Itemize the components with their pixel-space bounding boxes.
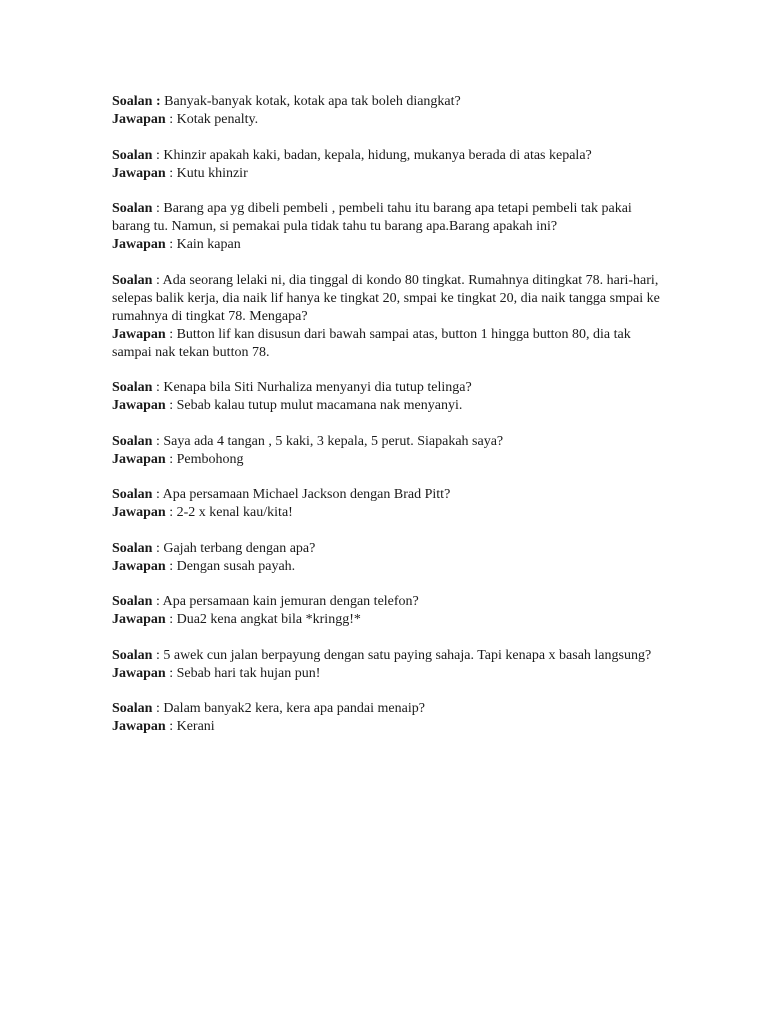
question-separator: :: [152, 272, 163, 288]
qa-item: [112, 93, 672, 129]
answer-separator: :: [165, 665, 177, 681]
answer-line: [112, 397, 672, 415]
answer-line: [112, 665, 672, 683]
answer-label: Jawapan: [112, 165, 166, 181]
question-text: Apa persamaan kain jemuran dengan telefon?: [162, 594, 419, 609]
question-text: Kenapa bila Siti Nurhaliza menyanyi dia tutup telinga?: [163, 380, 472, 395]
answer-label: Jawapan: [112, 505, 166, 520]
question-separator: :: [152, 594, 163, 609]
answer-text: Button lif kan disusun dari bawah sampai atas, button 1 hingga button 80, dia tak sampai nak tekan button 78.: [112, 326, 631, 360]
answer-line: [112, 504, 672, 522]
question-separator: :: [152, 201, 164, 216]
question-label: Soalan: [112, 380, 153, 395]
question-label: Soalan: [112, 594, 153, 609]
answer-line: [112, 451, 672, 469]
question-label: Soalan: [112, 487, 153, 502]
answer-line: [112, 326, 672, 362]
answer-label: Jawapan: [112, 398, 166, 413]
question-separator: :: [152, 147, 164, 163]
question-line: [112, 147, 672, 165]
answer-text: Sebab kalau tutup mulut macamana nak menyanyi.: [176, 398, 463, 413]
answer-separator: :: [165, 237, 177, 252]
answer-line: [112, 165, 672, 183]
qa-item: [112, 272, 672, 362]
question-line: [112, 433, 672, 451]
question-text: Dalam banyak2 kera, kera apa pandai menaip?: [163, 701, 425, 716]
answer-text: Dua2 kena angkat bila *kringg!*: [176, 612, 361, 627]
question-line: [112, 700, 672, 718]
answer-separator: :: [165, 326, 177, 342]
qa-item: [112, 700, 672, 736]
question-separator: :: [152, 540, 164, 556]
question-separator: :: [152, 380, 164, 395]
question-line: [112, 647, 672, 665]
question-text: 5 awek cun jalan berpayung dengan satu paying sahaja. Tapi kenapa x basah langsung?: [163, 647, 652, 663]
answer-label: Jawapan: [112, 237, 166, 252]
qa-item: [112, 379, 672, 415]
question-line: [112, 540, 672, 558]
question-separator: :: [152, 647, 164, 663]
qa-item: [112, 486, 672, 522]
question-text: Barang apa yg dibeli pembeli , pembeli tahu itu barang apa tetapi pembeli tak pakai barang tu. Namun, si pemakai pula tidak tahu tu barang apa.Barang apakah ini?: [112, 201, 632, 234]
answer-label: Jawapan: [112, 719, 166, 734]
question-line: [112, 272, 672, 326]
answer-separator: :: [165, 612, 177, 627]
answer-separator: :: [165, 112, 177, 127]
answer-text: Dengan susah payah.: [176, 558, 296, 574]
question-text: Ada seorang lelaki ni, dia tinggal di kondo 80 tingkat. Rumahnya ditingkat 78. hari-hari, selepas balik kerja, dia naik lif hanya ke tingkat 20, smpai ke tingkat 20, dia naik tangga smpai ke rumahnya di tingkat 78. Mengapa?: [112, 272, 660, 324]
answer-label: Jawapan: [112, 112, 166, 127]
question-label: Soalan: [112, 540, 153, 556]
question-label: Soalan: [112, 201, 153, 216]
document-page: [112, 93, 672, 754]
question-label: Soalan :: [112, 94, 161, 109]
question-text: Gajah terbang dengan apa?: [163, 540, 316, 556]
answer-separator: :: [165, 451, 177, 467]
question-separator: :: [152, 701, 164, 716]
answer-text: Kotak penalty.: [176, 112, 259, 127]
answer-line: [112, 236, 672, 254]
question-line: [112, 200, 672, 236]
question-separator: :: [152, 433, 164, 449]
qa-item: [112, 540, 672, 576]
question-label: Soalan: [112, 147, 153, 163]
answer-label: Jawapan: [112, 665, 166, 681]
question-text: Khinzir apakah kaki, badan, kepala, hidung, mukanya berada di atas kepala?: [163, 147, 592, 163]
question-label: Soalan: [112, 272, 153, 288]
question-text: Saya ada 4 tangan , 5 kaki, 3 kepala, 5 perut. Siapakah saya?: [163, 433, 504, 449]
answer-label: Jawapan: [112, 558, 166, 574]
answer-label: Jawapan: [112, 451, 166, 467]
question-separator: :: [152, 487, 163, 502]
qa-item: [112, 200, 672, 254]
answer-text: Pembohong: [176, 451, 244, 467]
answer-label: Jawapan: [112, 612, 166, 627]
question-label: Soalan: [112, 701, 153, 716]
qa-item: [112, 147, 672, 183]
question-line: [112, 593, 672, 611]
qa-item: [112, 433, 672, 469]
answer-text: 2-2 x kenal kau/kita!: [176, 505, 293, 520]
answer-line: [112, 611, 672, 629]
question-label: Soalan: [112, 647, 153, 663]
question-label: Soalan: [112, 433, 153, 449]
answer-text: Kerani: [176, 719, 215, 734]
answer-line: [112, 111, 672, 129]
answer-label: Jawapan: [112, 326, 166, 342]
answer-line: [112, 718, 672, 736]
question-text: Apa persamaan Michael Jackson dengan Brad Pitt?: [162, 487, 451, 502]
answer-text: Sebab hari tak hujan pun!: [176, 665, 321, 681]
answer-separator: :: [165, 165, 177, 181]
answer-separator: :: [165, 398, 177, 413]
qa-item: [112, 647, 672, 683]
question-line: [112, 379, 672, 397]
answer-separator: :: [165, 719, 177, 734]
question-text: Banyak-banyak kotak, kotak apa tak boleh diangkat?: [164, 94, 461, 109]
answer-separator: :: [165, 558, 177, 574]
answer-text: Kutu khinzir: [176, 165, 248, 181]
question-line: [112, 93, 672, 111]
question-line: [112, 486, 672, 504]
answer-line: [112, 558, 672, 576]
answer-separator: :: [165, 505, 177, 520]
answer-text: Kain kapan: [176, 237, 241, 252]
qa-item: [112, 593, 672, 629]
